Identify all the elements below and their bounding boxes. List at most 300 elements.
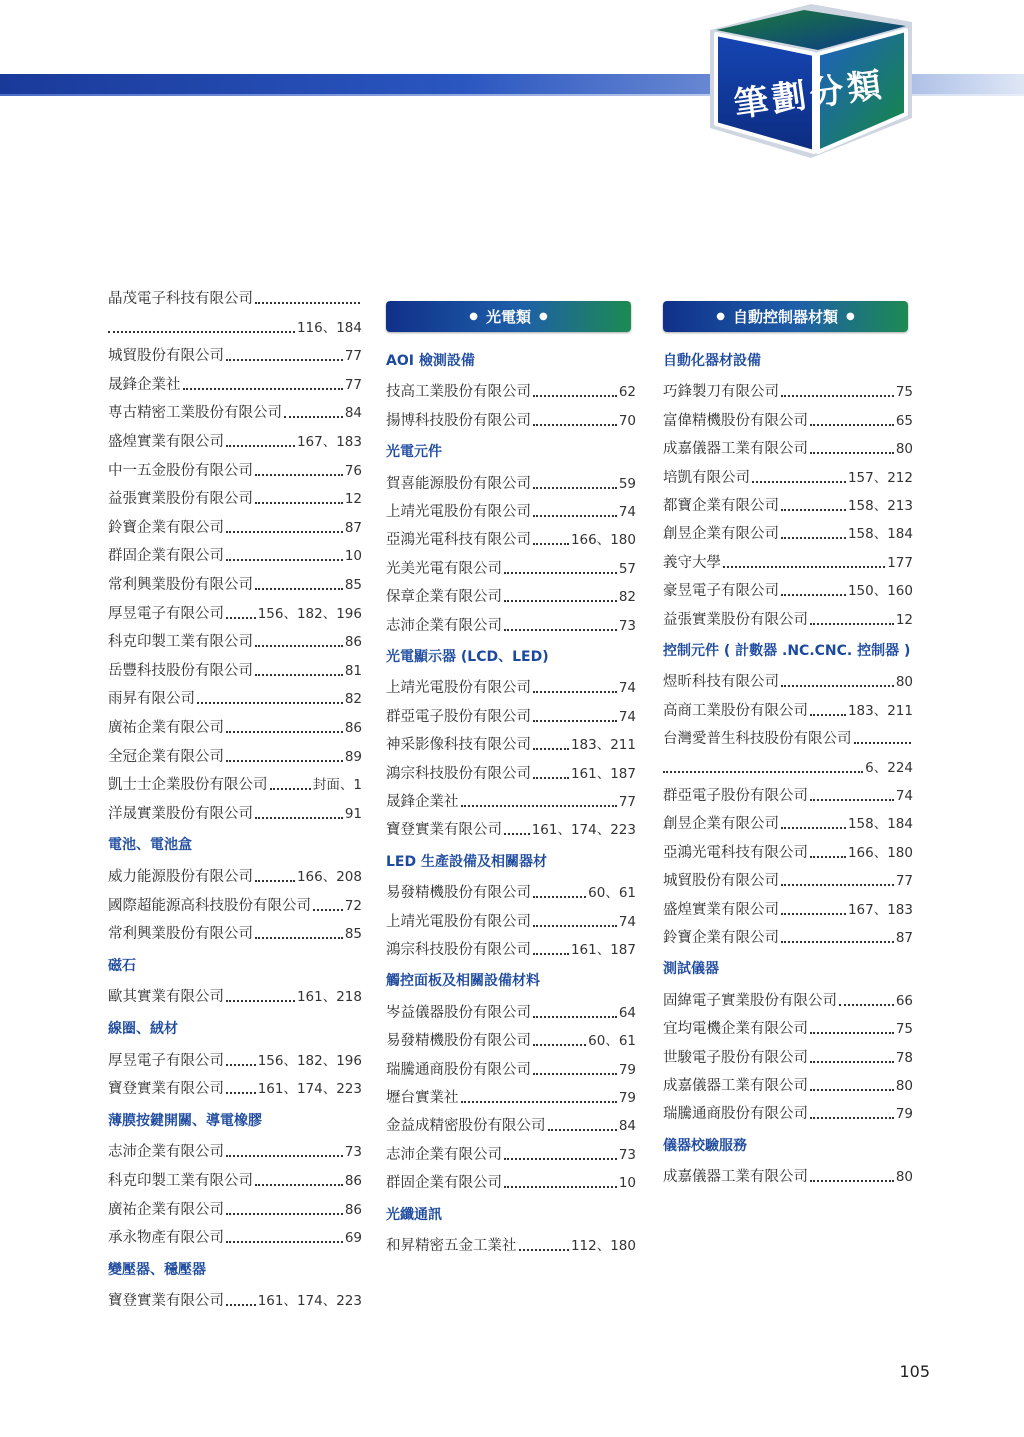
index-entry [386, 1231, 636, 1255]
dot-leader [226, 1064, 256, 1066]
page-references: 77 [895, 873, 913, 890]
company-name: 専古精密工業股份有限公司 [108, 405, 282, 422]
page-references: 116、184 [296, 319, 362, 336]
dot-leader [108, 331, 295, 333]
index-entry [108, 370, 362, 394]
dot-leader [255, 880, 295, 882]
dot-leader [533, 424, 617, 426]
page-references: 12 [895, 611, 913, 628]
page-references: 79 [618, 1090, 636, 1106]
page-references: 12 [344, 491, 362, 508]
index-entry [663, 434, 913, 458]
company-name: 易發精機股份有限公司 [386, 885, 531, 902]
section-heading: 測試儀器 [663, 961, 719, 978]
dot-leader [533, 953, 569, 955]
page-references: 73 [618, 617, 636, 634]
company-name: 志沛企業有限公司 [108, 1144, 224, 1161]
page-references: 封面、1 [312, 777, 362, 794]
company-name: 鴻宗科技股份有限公司 [386, 942, 531, 958]
company-name: 瑞騰通商股份有限公司 [663, 1106, 808, 1123]
index-entry [386, 582, 636, 606]
company-name: 成嘉儀器工業有限公司 [663, 441, 808, 458]
page-references: 69 [344, 1230, 362, 1247]
page-references: 82 [344, 691, 362, 708]
section-heading: AOI 檢測設備 [386, 353, 475, 369]
page-references: 166、180 [570, 532, 636, 549]
index-entry [108, 398, 362, 422]
company-name: 創昱企業有限公司 [663, 816, 779, 833]
page-references: 64 [618, 1004, 636, 1021]
company-name: 盛煌實業有限公司 [108, 434, 224, 450]
dot-leader [284, 416, 343, 418]
page-references: 161、174、223 [257, 1081, 362, 1098]
company-name: 保章企業有限公司 [386, 589, 502, 606]
dot-leader [533, 691, 617, 693]
company-name: 巧鋒製刀有限公司 [663, 384, 779, 401]
dot-leader [255, 1184, 343, 1186]
dot-leader [810, 799, 894, 801]
index-entry [108, 1195, 362, 1219]
section-heading: 線圈、絨材 [108, 1021, 178, 1037]
index-entry [386, 1168, 636, 1192]
dot-leader [810, 1180, 894, 1182]
page-references: 84 [618, 1118, 636, 1135]
company-name: 承永物產有限公司 [108, 1230, 224, 1247]
company-name: 鈴寶企業有限公司 [663, 930, 779, 946]
index-entry [108, 456, 362, 480]
page-references: 74 [618, 708, 636, 725]
page-references: 150、160 [847, 583, 913, 600]
index-entry [108, 1223, 362, 1247]
dot-leader [533, 395, 617, 397]
company-name: 群亞電子股份有限公司 [663, 788, 808, 804]
page-references: 161、187 [570, 942, 636, 958]
dot-leader [723, 566, 885, 568]
company-name: 創昱企業有限公司 [663, 526, 779, 543]
dot-leader [226, 1213, 343, 1215]
index-entry [108, 799, 362, 823]
category-badge [696, 0, 926, 170]
dot-leader [255, 817, 343, 819]
page-references: 166、180 [847, 844, 913, 861]
dot-leader [226, 359, 343, 361]
page-references: 74 [618, 913, 636, 930]
category-automation: ● 自動控制器材類 ● [663, 301, 908, 332]
index-entry [663, 605, 913, 629]
company-name: 煜昕科技有限公司 [663, 674, 779, 691]
company-name: 上靖光電股份有限公司 [386, 913, 531, 930]
company-name: 厚昱電子有限公司 [108, 605, 224, 622]
dot-leader [504, 833, 530, 835]
dot-leader [810, 424, 894, 426]
company-name: 上靖光電股份有限公司 [386, 680, 531, 697]
page-references: 76 [344, 462, 362, 479]
page-references: 66 [895, 992, 913, 1009]
index-entry [386, 1111, 636, 1135]
page-references: 167、183 [296, 434, 362, 450]
dot-leader [548, 1129, 617, 1131]
page-references: 74 [618, 680, 636, 697]
page-references: 158、184 [847, 816, 913, 833]
index-entry [663, 986, 913, 1010]
page-references: 79 [895, 1106, 913, 1123]
section-heading: 光纖通訊 [386, 1206, 442, 1223]
section-heading: 觸控面板及相關設備材料 [386, 973, 540, 990]
dot-leader [781, 395, 894, 397]
index-entry [386, 497, 636, 521]
section-heading: 薄膜按鍵開關、導電橡膠 [108, 1112, 262, 1129]
page-references: 91 [344, 805, 362, 822]
index-entry [386, 554, 636, 578]
dot-leader [226, 445, 295, 447]
page-references: 161、187 [570, 765, 636, 782]
dot-leader [504, 572, 617, 574]
page-references: 10 [618, 1175, 636, 1192]
dot-leader [854, 742, 912, 744]
index-entry [108, 599, 362, 623]
company-name: 岳豐科技股份有限公司 [108, 662, 253, 679]
dot-leader [255, 937, 343, 939]
company-name: 廣祐企業有限公司 [108, 720, 224, 736]
index-entry [386, 998, 636, 1022]
page-references: 73 [344, 1144, 362, 1161]
dot-leader [461, 1101, 617, 1103]
dot-leader [255, 302, 360, 304]
dot-leader [504, 600, 617, 602]
index-entry [663, 548, 913, 572]
section-heading: 電池、電池盒 [108, 837, 192, 854]
company-name: 神采影像科技有限公司 [386, 737, 531, 754]
company-name: 雨昇有限公司 [108, 691, 195, 708]
company-name: 廣祐企業有限公司 [108, 1201, 224, 1218]
dot-leader [533, 1016, 617, 1018]
page-references: 73 [618, 1146, 636, 1163]
index-entry [108, 982, 362, 1006]
company-name: 威力能源股份有限公司 [108, 869, 253, 885]
dot-leader [839, 1004, 894, 1006]
company-name: 金益成精密股份有限公司 [386, 1118, 546, 1135]
dot-leader [810, 1061, 894, 1063]
company-name: 群固企業有限公司 [108, 548, 224, 565]
page-references: 183、211 [570, 737, 636, 754]
section-heading: 光電顯示器 (LCD、LED) [386, 649, 549, 665]
company-name: 益張實業股份有限公司 [663, 611, 808, 628]
index-entry [386, 907, 636, 931]
dot-leader [504, 1186, 617, 1188]
company-name: 志沛企業有限公司 [386, 617, 502, 634]
index-entry [108, 427, 362, 451]
index-entry [386, 406, 636, 430]
page-references: 87 [344, 519, 362, 536]
page-references: 72 [344, 897, 362, 914]
company-name: 群固企業有限公司 [386, 1175, 502, 1192]
dot-leader [226, 1241, 343, 1243]
company-name: 國際超能源高科技股份有限公司 [108, 897, 311, 914]
page-references: 78 [895, 1049, 913, 1066]
company-name: 瑞騰通商股份有限公司 [386, 1061, 531, 1078]
company-name: 晶茂電子科技有限公司 [108, 291, 253, 307]
page-references: 156、182、196 [257, 1052, 362, 1069]
index-entry [663, 491, 913, 515]
company-name: 科克印製工業有限公司 [108, 634, 253, 651]
index-entry [386, 815, 636, 839]
company-name: 群亞電子股份有限公司 [386, 708, 531, 725]
company-name: 歐其實業有限公司 [108, 989, 224, 1006]
dot-leader [226, 1092, 256, 1094]
page-references: 86 [344, 1173, 362, 1189]
company-name: 高商工業股份有限公司 [663, 702, 808, 719]
index-entry [386, 878, 636, 902]
dot-leader [255, 674, 343, 676]
dot-leader [533, 777, 569, 779]
company-name: 晟鋒企業社 [108, 376, 181, 393]
company-name: 培凱有限公司 [663, 469, 750, 486]
page-references: 10 [344, 548, 362, 565]
index-entry [663, 696, 913, 720]
dot-leader [810, 452, 894, 454]
company-name: 寶登實業有限公司 [108, 1293, 224, 1310]
index-entry [108, 770, 362, 794]
page-references: 60、61 [588, 1033, 636, 1050]
dot-leader [226, 559, 343, 561]
category-label: 光電類 [485, 308, 531, 326]
dot-leader [533, 487, 617, 489]
page-references: 75 [895, 384, 913, 401]
page-references: 80 [895, 441, 913, 458]
company-name: 壢台實業社 [386, 1090, 459, 1106]
dot-leader [197, 702, 343, 704]
index-entry [386, 1026, 636, 1050]
company-name: 科克印製工業有限公司 [108, 1173, 253, 1189]
page-references: 82 [618, 589, 636, 606]
dot-leader [781, 913, 846, 915]
index-entry [663, 1043, 913, 1067]
index-entry [663, 519, 913, 543]
company-name: 盛煌實業有限公司 [663, 901, 779, 918]
category-label: 自動控制器材類 [732, 308, 838, 326]
page-references: 74 [895, 788, 913, 804]
page-references: 86 [344, 1201, 362, 1218]
dot-leader [781, 941, 894, 943]
page-references: 177 [887, 554, 913, 571]
company-name: 中一五金股份有限公司 [108, 462, 253, 479]
page-references: 89 [344, 748, 362, 765]
page-references: 183、211 [847, 702, 913, 719]
dot-leader [533, 515, 617, 517]
company-name: 志沛企業有限公司 [386, 1146, 502, 1163]
index-entry [663, 866, 913, 890]
dot-leader [781, 509, 846, 511]
index-entry [386, 673, 636, 697]
dot-leader [183, 388, 343, 390]
dot-leader [781, 685, 894, 687]
dot-leader [533, 925, 617, 927]
company-name: 易發精機股份有限公司 [386, 1033, 531, 1050]
index-entry [108, 1074, 362, 1098]
dot-leader [226, 731, 343, 733]
dot-leader [781, 884, 894, 886]
dot-leader [781, 537, 846, 539]
dot-leader [533, 748, 569, 750]
company-name: 鈴寶企業有限公司 [108, 519, 224, 536]
company-name: 常利興業股份有限公司 [108, 577, 253, 593]
company-name: 益張實業股份有限公司 [108, 491, 253, 508]
dot-leader [255, 502, 343, 504]
dot-leader [810, 623, 894, 625]
page-references: 167、183 [847, 901, 913, 918]
company-name: 寶登實業有限公司 [108, 1081, 224, 1098]
dot-leader [226, 1304, 256, 1306]
company-name: 固緯電子實業股份有限公司 [663, 992, 837, 1009]
page-references: 84 [344, 405, 362, 422]
company-name: 都寶企業有限公司 [663, 498, 779, 514]
index-entry [663, 1071, 913, 1095]
page-references: 80 [895, 1078, 913, 1094]
page-references: 6、224 [865, 759, 913, 776]
dot-leader [270, 788, 311, 790]
badge-text: 筆劃分類 [731, 64, 888, 126]
page-references: 81 [344, 662, 362, 679]
page-references: 57 [618, 560, 636, 577]
page-references: 70 [618, 412, 636, 429]
index-entry [108, 1046, 362, 1070]
company-name: 和昇精密五金工業社 [386, 1238, 517, 1254]
company-name: 義守大學 [663, 554, 721, 571]
index-entry [108, 1166, 362, 1190]
index-entry [663, 923, 913, 947]
company-name: 厚昱電子有限公司 [108, 1052, 224, 1069]
page-references: 158、184 [847, 526, 913, 543]
dot-leader [461, 805, 617, 807]
index-entry [108, 313, 362, 337]
dot-leader [533, 1073, 617, 1075]
page-references: 85 [344, 577, 362, 593]
dot-leader [810, 1117, 894, 1119]
index-entry [663, 781, 913, 805]
company-name: 全冠企業有限公司 [108, 748, 224, 765]
index-entry [108, 742, 362, 766]
dot-leader [810, 714, 846, 716]
index-entry [108, 919, 362, 943]
company-name: 寶登實業有限公司 [386, 822, 502, 839]
dot-leader [226, 1000, 295, 1002]
page-references: 60、61 [588, 885, 636, 902]
dot-leader [533, 720, 617, 722]
company-name: 城貿股份有限公司 [663, 873, 779, 890]
index-entry [108, 284, 362, 308]
page-references: 80 [895, 1169, 913, 1186]
index-entry [663, 1162, 913, 1186]
index-entry [663, 576, 913, 600]
dot-leader [810, 1032, 894, 1034]
index-entry [108, 1286, 362, 1310]
index-entry [108, 513, 362, 537]
company-name: 凱士士企業股份有限公司 [108, 777, 268, 794]
index-entry [386, 611, 636, 635]
page-references: 157、212 [847, 469, 913, 486]
dot-leader [533, 1044, 586, 1046]
company-name: 豪昱電子有限公司 [663, 583, 779, 600]
index-entry [663, 463, 913, 487]
index-entry [108, 627, 362, 651]
company-name: 洋晟實業股份有限公司 [108, 805, 253, 822]
index-entry [663, 809, 913, 833]
dot-leader [810, 1089, 894, 1091]
page-references: 62 [618, 384, 636, 401]
index-entry [108, 713, 362, 737]
index-entry [386, 787, 636, 811]
index-entry [386, 1083, 636, 1107]
page-references: 158、213 [847, 498, 913, 514]
index-entry [108, 656, 362, 680]
page-references: 65 [895, 412, 913, 429]
dot-leader [226, 760, 343, 762]
company-name: 成嘉儀器工業有限公司 [663, 1169, 808, 1186]
section-heading: LED 生產設備及相關器材 [386, 853, 547, 870]
index-entry [108, 541, 362, 565]
category-optoelectronics: ● 光電類 ● [386, 301, 631, 332]
section-heading: 變壓器、穩壓器 [108, 1261, 206, 1278]
dot-leader [255, 645, 343, 647]
dot-leader [226, 617, 256, 619]
section-heading: 光電元件 [386, 444, 442, 461]
dot-leader [226, 531, 343, 533]
page-references: 74 [618, 504, 636, 520]
company-name: 鴻宗科技股份有限公司 [386, 765, 531, 782]
dot-leader [313, 909, 343, 911]
index-entry [663, 753, 913, 777]
index-entry [663, 1099, 913, 1123]
company-name: 富偉精機股份有限公司 [663, 412, 808, 429]
page-references: 79 [618, 1061, 636, 1078]
page-references: 77 [618, 794, 636, 810]
index-entry [663, 406, 913, 430]
index-entry [386, 759, 636, 783]
index-entry [663, 1014, 913, 1038]
dot-leader [519, 1249, 569, 1251]
dot-leader [255, 588, 343, 590]
index-entry [108, 341, 362, 365]
company-name: 亞鴻光電科技有限公司 [663, 844, 808, 861]
section-heading: 儀器校驗服務 [663, 1137, 747, 1154]
company-name: 賀喜能源股份有限公司 [386, 475, 531, 492]
page-references: 80 [895, 674, 913, 691]
index-entry [108, 862, 362, 886]
index-entry [108, 1137, 362, 1161]
company-name: 亞鴻光電科技有限公司 [386, 532, 531, 549]
index-entry [386, 469, 636, 493]
page-references: 166、208 [296, 869, 362, 885]
index-entry [663, 838, 913, 862]
index-entry [386, 1140, 636, 1164]
company-name: 台灣愛普生科技股份有限公司 [663, 731, 852, 748]
company-name: 光美光電有限公司 [386, 560, 502, 577]
page-references: 85 [344, 926, 362, 943]
index-entry [386, 935, 636, 959]
index-entry [386, 730, 636, 754]
index-entry [663, 667, 913, 691]
page-references: 59 [618, 475, 636, 492]
index-entry [108, 484, 362, 508]
index-entry [386, 377, 636, 401]
page-references: 75 [895, 1021, 913, 1038]
dot-leader [781, 827, 846, 829]
index-entry [663, 895, 913, 919]
dot-leader [504, 629, 617, 631]
index-entry [108, 891, 362, 915]
company-name: 上靖光電股份有限公司 [386, 504, 531, 520]
index-entry [386, 702, 636, 726]
